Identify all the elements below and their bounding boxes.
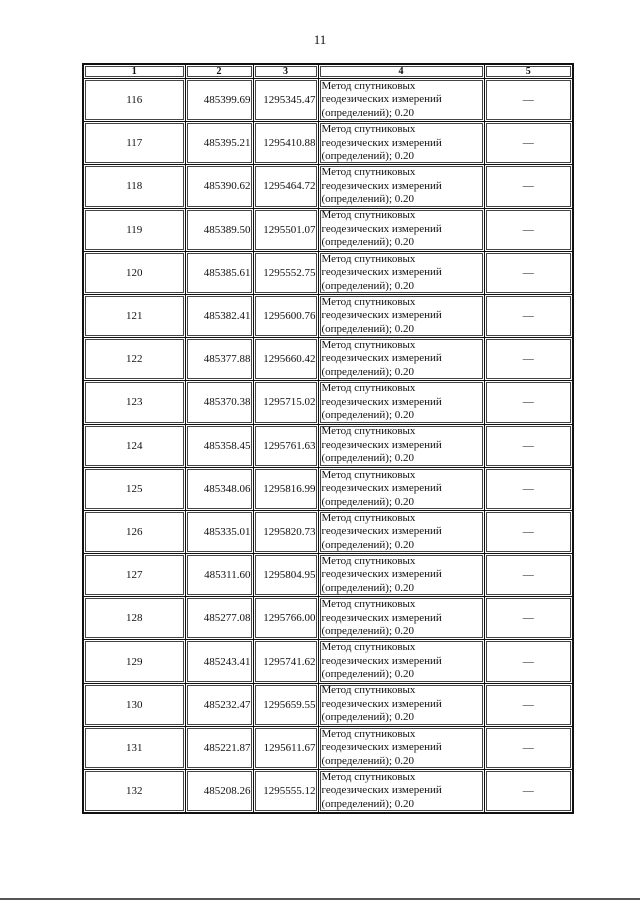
method-line-3: (определений); 0.20 (321, 193, 415, 206)
coordinate-y: 1295345.47 (253, 79, 318, 122)
method-line-1: Метод спутниковых (321, 79, 416, 92)
column-header-4: 4 (318, 64, 484, 79)
point-number: 124 (83, 424, 185, 467)
dash-cell: — (484, 79, 573, 122)
method-line-1: Метод спутниковых (321, 252, 416, 265)
method-line-1: Метод спутниковых (321, 684, 416, 697)
method-line-2: геодезических измерений (321, 266, 442, 279)
page-number: 11 (313, 32, 327, 47)
dash-cell: — (484, 208, 573, 251)
coordinate-y: 1295659.55 (253, 683, 318, 726)
point-number: 126 (83, 510, 185, 553)
table-row (83, 510, 573, 553)
coordinate-x: 485221.87 (185, 726, 253, 769)
method-line-3: (определений); 0.20 (321, 279, 415, 292)
method-line-2: геодезических измерений (321, 784, 442, 797)
column-header-5: 5 (484, 64, 573, 79)
method-cell (318, 467, 484, 510)
method-line-2: геодезических измерений (321, 309, 442, 322)
dash-cell: — (484, 381, 573, 424)
method-line-2: геодезических измерений (321, 697, 442, 710)
method-line-3: (определений); 0.20 (321, 452, 415, 465)
method-line-3: (определений); 0.20 (321, 365, 415, 378)
table-row (83, 640, 573, 683)
method-line-3: (определений); 0.20 (321, 754, 415, 767)
method-line-2: геодезических измерений (321, 438, 442, 451)
method-line-1: Метод спутниковых (321, 598, 416, 611)
point-number: 117 (83, 122, 185, 165)
dash-cell: — (484, 770, 573, 813)
method-line-1: Метод спутниковых (321, 641, 416, 654)
point-number: 119 (83, 208, 185, 251)
method-line-3: (определений); 0.20 (321, 711, 415, 724)
method-line-1: Метод спутниковых (321, 468, 416, 481)
method-cell (318, 770, 484, 813)
coordinate-y: 1295660.42 (253, 338, 318, 381)
point-number: 123 (83, 381, 185, 424)
table-row (83, 424, 573, 467)
coordinate-x: 485382.41 (185, 294, 253, 337)
method-line-3: (определений); 0.20 (321, 625, 415, 638)
coordinate-x: 485377.88 (185, 338, 253, 381)
table-row (83, 381, 573, 424)
method-line-3: (определений); 0.20 (321, 668, 415, 681)
method-cell (318, 122, 484, 165)
coordinate-y: 1295761.63 (253, 424, 318, 467)
point-number: 125 (83, 467, 185, 510)
method-line-2: геодезических измерений (321, 395, 442, 408)
coordinate-y: 1295555.12 (253, 770, 318, 813)
method-line-2: геодезических измерений (321, 136, 442, 149)
dash-cell: — (484, 424, 573, 467)
column-header-3: 3 (253, 64, 318, 79)
dash-cell: — (484, 122, 573, 165)
coordinate-x: 485395.21 (185, 122, 253, 165)
method-line-3: (определений); 0.20 (321, 409, 415, 422)
dash-cell: — (484, 294, 573, 337)
method-line-1: Метод спутниковых (321, 295, 416, 308)
method-line-2: геодезических измерений (321, 611, 442, 624)
coordinate-x: 485385.61 (185, 251, 253, 294)
dash-cell: — (484, 683, 573, 726)
method-cell (318, 165, 484, 208)
method-cell (318, 208, 484, 251)
point-number: 130 (83, 683, 185, 726)
method-cell (318, 510, 484, 553)
method-cell (318, 424, 484, 467)
coordinate-y: 1295741.62 (253, 640, 318, 683)
method-line-2: геодезических измерений (321, 654, 442, 667)
coordinate-x: 485348.06 (185, 467, 253, 510)
coordinate-y: 1295600.76 (253, 294, 318, 337)
method-line-2: геодезических измерений (321, 93, 442, 106)
point-number: 118 (83, 165, 185, 208)
method-line-3: (определений); 0.20 (321, 322, 415, 335)
point-number: 121 (83, 294, 185, 337)
coordinates-table (82, 63, 574, 814)
method-line-1: Метод спутниковых (321, 166, 416, 179)
table-row (83, 79, 573, 122)
method-cell (318, 294, 484, 337)
dash-cell: — (484, 467, 573, 510)
table-row (83, 683, 573, 726)
method-line-1: Метод спутниковых (321, 511, 416, 524)
method-line-1: Метод спутниковых (321, 209, 416, 222)
page-bottom-edge (0, 898, 640, 900)
dash-cell: — (484, 726, 573, 769)
table-header-row (83, 64, 573, 79)
method-line-3: (определений); 0.20 (321, 495, 415, 508)
table-row (83, 338, 573, 381)
table-row (83, 554, 573, 597)
method-line-2: геодезических измерений (321, 352, 442, 365)
table-row (83, 597, 573, 640)
point-number: 120 (83, 251, 185, 294)
method-cell (318, 338, 484, 381)
coordinate-y: 1295552.75 (253, 251, 318, 294)
coordinate-x: 485232.47 (185, 683, 253, 726)
table-row (83, 122, 573, 165)
method-line-3: (определений); 0.20 (321, 538, 415, 551)
point-number: 129 (83, 640, 185, 683)
coordinate-x: 485311.60 (185, 554, 253, 597)
method-line-2: геодезических измерений (321, 222, 442, 235)
method-cell (318, 597, 484, 640)
method-line-1: Метод спутниковых (321, 727, 416, 740)
method-line-1: Метод спутниковых (321, 770, 416, 783)
method-line-1: Метод спутниковых (321, 382, 416, 395)
coordinate-y: 1295715.02 (253, 381, 318, 424)
dash-cell: — (484, 510, 573, 553)
table-row (83, 726, 573, 769)
table-row (83, 208, 573, 251)
method-line-3: (определений); 0.20 (321, 236, 415, 249)
point-number: 127 (83, 554, 185, 597)
coordinate-x: 485389.50 (185, 208, 253, 251)
dash-cell: — (484, 338, 573, 381)
table-row (83, 294, 573, 337)
dash-cell: — (484, 251, 573, 294)
point-number: 131 (83, 726, 185, 769)
dash-cell: — (484, 640, 573, 683)
method-cell (318, 554, 484, 597)
point-number: 122 (83, 338, 185, 381)
method-cell (318, 381, 484, 424)
coordinate-x: 485243.41 (185, 640, 253, 683)
dash-cell: — (484, 554, 573, 597)
table-row (83, 467, 573, 510)
point-number: 116 (83, 79, 185, 122)
coordinate-x: 485335.01 (185, 510, 253, 553)
point-number: 132 (83, 770, 185, 813)
method-cell (318, 640, 484, 683)
method-line-2: геодезических измерений (321, 568, 442, 581)
method-line-2: геодезических измерений (321, 525, 442, 538)
coordinate-x: 485208.26 (185, 770, 253, 813)
dash-cell: — (484, 597, 573, 640)
coordinate-y: 1295611.67 (253, 726, 318, 769)
method-line-2: геодезических измерений (321, 482, 442, 495)
method-line-1: Метод спутниковых (321, 123, 416, 136)
coordinate-y: 1295501.07 (253, 208, 318, 251)
method-cell (318, 79, 484, 122)
coordinate-y: 1295766.00 (253, 597, 318, 640)
table-row (83, 165, 573, 208)
method-cell (318, 726, 484, 769)
method-line-3: (определений); 0.20 (321, 106, 415, 119)
method-cell (318, 683, 484, 726)
point-number: 128 (83, 597, 185, 640)
coordinate-x: 485370.38 (185, 381, 253, 424)
coordinate-x: 485277.08 (185, 597, 253, 640)
method-line-1: Метод спутниковых (321, 425, 416, 438)
coordinate-x: 485399.69 (185, 79, 253, 122)
dash-cell: — (484, 165, 573, 208)
method-line-1: Метод спутниковых (321, 338, 416, 351)
table-row (83, 770, 573, 813)
method-cell (318, 251, 484, 294)
column-header-1: 1 (83, 64, 185, 79)
method-line-3: (определений); 0.20 (321, 150, 415, 163)
method-line-3: (определений); 0.20 (321, 797, 415, 810)
coordinate-y: 1295410.88 (253, 122, 318, 165)
method-line-3: (определений); 0.20 (321, 581, 415, 594)
method-line-2: геодезических измерений (321, 741, 442, 754)
coordinate-y: 1295820.73 (253, 510, 318, 553)
coordinate-y: 1295816.99 (253, 467, 318, 510)
method-line-1: Метод спутниковых (321, 554, 416, 567)
coordinate-y: 1295804.95 (253, 554, 318, 597)
method-line-2: геодезических измерений (321, 179, 442, 192)
column-header-2: 2 (185, 64, 253, 79)
coordinate-x: 485390.62 (185, 165, 253, 208)
coordinate-x: 485358.45 (185, 424, 253, 467)
table-row (83, 251, 573, 294)
coordinate-y: 1295464.72 (253, 165, 318, 208)
